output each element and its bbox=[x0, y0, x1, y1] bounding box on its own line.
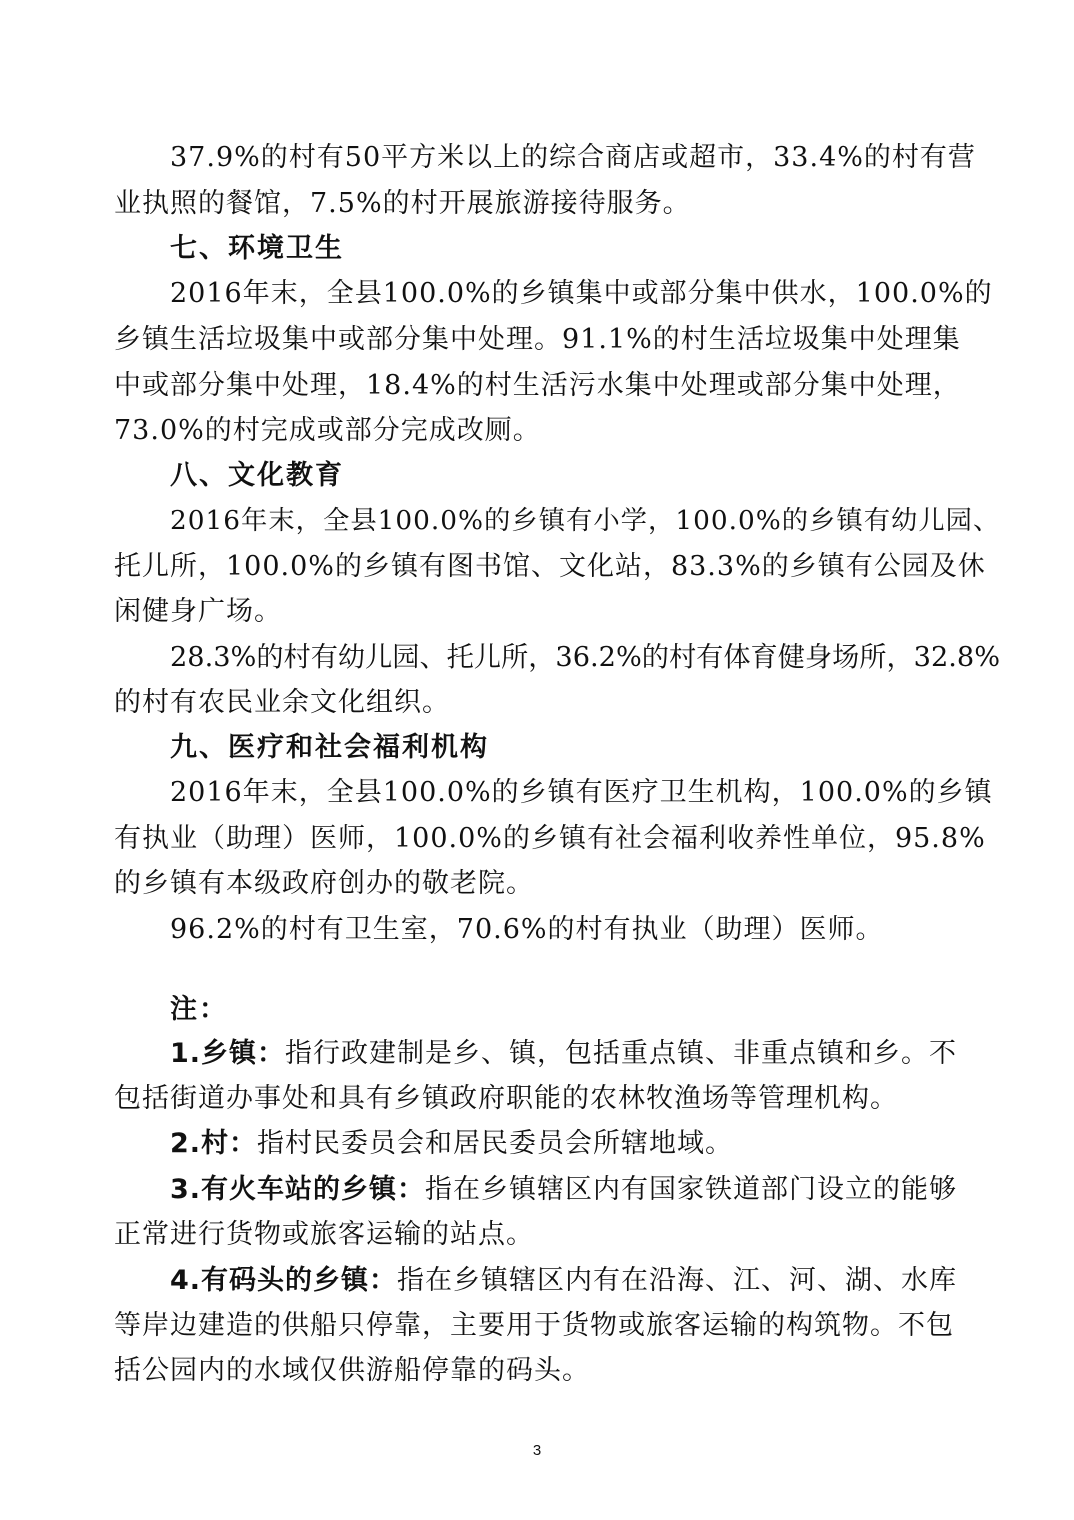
note-3-line-1 bbox=[170, 1170, 957, 1210]
environment-line-3: 中或部分集中处理，18.4%的村生活污水集中处理或部分集中处理， bbox=[114, 370, 961, 401]
note-1-line-2: 包括街道办事处和具有乡镇政府职能的农林牧渔场等管理机构。 bbox=[114, 1083, 898, 1114]
medical-line-3: 的乡镇有本级政府创办的敬老院。 bbox=[114, 868, 534, 899]
note-text: 指村民委员会和居民委员会所辖地域。 bbox=[257, 1128, 734, 1159]
commerce-line-2: 业执照的餐馆，7.5%的村开展旅游接待服务。 bbox=[114, 188, 691, 219]
note-2-line-1 bbox=[170, 1124, 733, 1164]
note-term: 4.有码头的乡镇： bbox=[170, 1265, 398, 1296]
medical-line-1: 2016年末，全县100.0%的乡镇有医疗卫生机构，100.0%的乡镇 bbox=[170, 777, 993, 808]
page-number: 3 bbox=[532, 1442, 542, 1459]
note-text: 指在乡镇辖区内有在沿海、江、河、湖、水库 bbox=[397, 1265, 958, 1296]
note-term: 3.有火车站的乡镇： bbox=[170, 1174, 426, 1205]
note-3-line-2: 正常进行货物或旅客运输的站点。 bbox=[114, 1219, 534, 1250]
environment-line-4: 73.0%的村完成或部分完成改厕。 bbox=[114, 415, 541, 446]
note-4-line-3: 括公园内的水域仅供游船停靠的码头。 bbox=[114, 1355, 590, 1386]
note-text: 指行政建制是乡、镇，包括重点镇、非重点镇和乡。不 bbox=[285, 1038, 958, 1069]
commerce-line-1: 37.9%的村有50平方米以上的综合商店或超市，33.4%的村有营 bbox=[170, 142, 976, 173]
note-4-line-2: 等岸边建造的供船只停靠，主要用于货物或旅客运输的构筑物。不包 bbox=[114, 1310, 954, 1341]
environment-line-1: 2016年末，全县100.0%的乡镇集中或部分集中供水，100.0%的 bbox=[170, 278, 993, 309]
culture-line-5: 的村有农民业余文化组织。 bbox=[114, 687, 450, 718]
note-text: 指在乡镇辖区内有国家铁道部门设立的能够 bbox=[425, 1174, 958, 1205]
culture-line-3: 闲健身广场。 bbox=[114, 596, 282, 627]
note-1-line-1 bbox=[170, 1034, 957, 1074]
section-heading-medical: 九、医疗和社会福利机构 bbox=[170, 732, 489, 763]
note-term: 1.乡镇： bbox=[170, 1038, 286, 1069]
environment-line-2: 乡镇生活垃圾集中或部分集中处理。91.1%的村生活垃圾集中处理集 bbox=[114, 324, 961, 355]
notes-title: 注： bbox=[170, 994, 228, 1025]
culture-line-4: 28.3%的村有幼儿园、托儿所，36.2%的村有体育健身场所，32.8% bbox=[170, 642, 1001, 673]
section-heading-environment: 七、环境卫生 bbox=[170, 233, 344, 264]
section-heading-culture: 八、文化教育 bbox=[170, 460, 344, 491]
medical-line-4: 96.2%的村有卫生室，70.6%的村有执业（助理）医师。 bbox=[170, 914, 884, 945]
note-term: 2.村： bbox=[170, 1128, 258, 1159]
medical-line-2: 有执业（助理）医师，100.0%的乡镇有社会福利收养性单位，95.8% bbox=[114, 823, 986, 854]
culture-line-2: 托儿所，100.0%的乡镇有图书馆、文化站，83.3%的乡镇有公园及休 bbox=[114, 551, 986, 582]
note-4-line-1 bbox=[170, 1261, 957, 1301]
culture-line-1: 2016年末，全县100.0%的乡镇有小学，100.0%的乡镇有幼儿园、 bbox=[170, 506, 1001, 536]
